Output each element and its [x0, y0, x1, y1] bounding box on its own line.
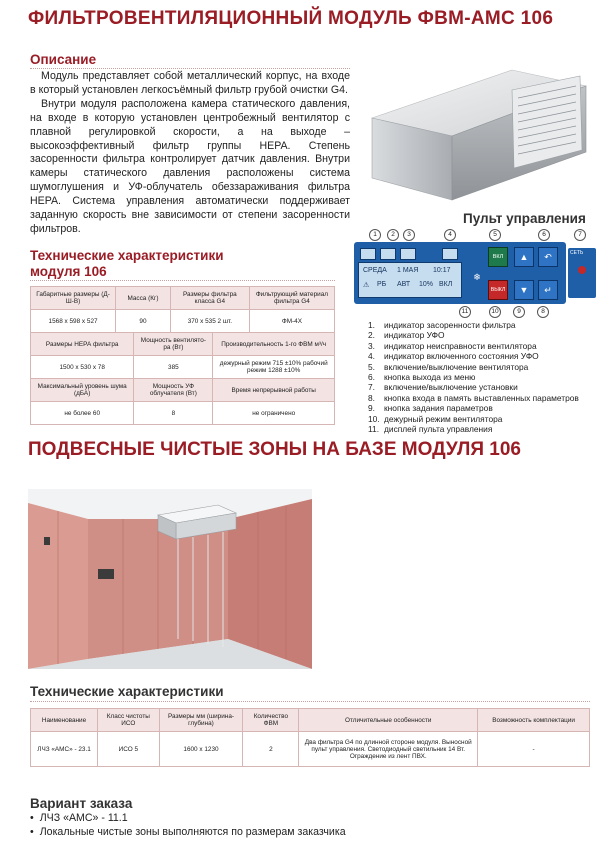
specs1-table-a [30, 286, 335, 333]
standby-icon[interactable]: ❄ [473, 272, 481, 282]
uv-indicator-icon [380, 248, 396, 260]
specs1-table-b [30, 332, 335, 379]
net-block [568, 248, 596, 298]
table-header: Класс чистоты ИСО [98, 709, 159, 732]
table-cell: 1500 х 530 х 78 [31, 356, 134, 379]
net-indicator-icon [578, 266, 586, 274]
specs1-heading: Технические характеристики модуля 106 [30, 248, 224, 279]
legend-item: 8. кнопка входа в память выставленных параметров [368, 392, 579, 403]
control-panel-heading: Пульт управления [463, 211, 586, 226]
callout-marker: 10 [489, 306, 501, 318]
callout-marker: 4 [444, 229, 456, 241]
order-list [30, 812, 346, 839]
enter-button[interactable]: ↵ [538, 280, 558, 300]
up-arrow-button[interactable]: ▲ [514, 247, 534, 267]
table-cell: 8 [134, 402, 213, 425]
callout-marker: 3 [403, 229, 415, 241]
table-cell: дежурный режим 715 ±10% рабочий режим 1288 ±10% [213, 356, 335, 379]
table-header: Размеры фильтра класса G4 [170, 287, 249, 310]
table-cell: 1600 х 1230 [159, 732, 243, 767]
filter-indicator-icon [360, 248, 376, 260]
table-cell: ИСО 5 [98, 732, 159, 767]
divider [30, 701, 590, 702]
specs1-table-c [30, 378, 335, 425]
list-item: • ЛЧЗ «АМС» - 11.1 [30, 812, 346, 826]
table-header: Мощность вентилято-ра (Вт) [134, 333, 213, 356]
table-cell: 90 [116, 310, 171, 333]
divider [30, 68, 350, 69]
panel-display [358, 262, 462, 298]
table-cell: 2 [243, 732, 299, 767]
down-arrow-button[interactable]: ▼ [514, 280, 534, 300]
table-cell: 370 х 535 2 шт. [170, 310, 249, 333]
table-cell: 1568 х 598 х 527 [31, 310, 116, 333]
specs2-table [30, 708, 590, 767]
clean-room-illustration [28, 489, 312, 669]
page-title: ФИЛЬТРОВЕНТИЛЯЦИОННЫЙ МОДУЛЬ ФВМ-АМС 106 [28, 8, 554, 29]
list-item: • Локальные чистые зоны выполняются по размерам заказчика [30, 826, 346, 840]
description-paragraph: Модуль представляет собой металлический корпус, на входе в который установлен легкосъёмный фильтр грубой очистки G4. [30, 70, 350, 96]
legend-item: 11. дисплей пульта управления [368, 424, 493, 435]
table-header: Размеры НЕРА фильтра [31, 333, 134, 356]
net-label: СЕТЬ [570, 250, 584, 256]
specs2-heading: Технические характеристики [30, 684, 224, 699]
legend-item: 2. индикатор УФО [368, 330, 445, 341]
legend-item: 1. индикатор засоренности фильтра [368, 320, 516, 330]
display-state: ВКЛ [439, 281, 453, 288]
table-cell: 385 [134, 356, 213, 379]
legend-item: 3. индикатор неисправности вентилятора [368, 340, 537, 351]
control-panel [352, 226, 598, 318]
description-paragraph: Внутри модуля расположена камера статического давления, на входе в которую установлен центробежный вентилятор с плавной регулировкой скорости, а на выходе – высокоэффективный фильтр группы HEPA. Степень засоренности фильтра контролирует датчик давления. Внутри камеры статического давления расположены система шумоглушения и УФ-облучатель обеззараживания фильтра HEPA. Система управления автоматически поддерживает заданную скорость вне зависимости от степени засоренности фильтров. [30, 97, 350, 235]
table-header: Масса (Кг) [116, 287, 171, 310]
table-cell: не ограничено [213, 402, 335, 425]
legend-item: 9. кнопка задания параметров [368, 403, 493, 414]
display-day: СРЕДА [363, 267, 387, 274]
legend-item: 7. включение/выключение установки [368, 382, 518, 393]
on-button[interactable]: ВКЛ [488, 247, 508, 267]
table-header: Количество ФВМ [243, 709, 299, 732]
callout-marker: 7 [574, 229, 586, 241]
callout-marker: 8 [537, 306, 549, 318]
table-cell: ЛЧЗ «АМС» - 23.1 [31, 732, 98, 767]
divider [30, 280, 335, 281]
panel-legend [368, 320, 579, 434]
fan-fault-indicator-icon [400, 248, 416, 260]
table-header: Производительность 1-го ФВМ м³/ч [213, 333, 335, 356]
callout-marker: 11 [459, 306, 471, 318]
display-auto: АВТ [397, 281, 411, 288]
display-warning-icon: ⚠ [363, 282, 370, 289]
table-cell: - [478, 732, 590, 767]
display-time: 10:17 [433, 267, 451, 274]
exit-menu-button[interactable]: ↶ [538, 247, 558, 267]
table-cell: не более 60 [31, 402, 134, 425]
legend-item: 4. индикатор включенного состояния УФО [368, 351, 539, 362]
legend-item: 10. дежурный режим вентилятора [368, 413, 503, 424]
callout-marker: 9 [513, 306, 525, 318]
callout-marker: 6 [538, 229, 550, 241]
table-header: Размеры мм (ширина-глубина) [159, 709, 243, 732]
callout-marker: 2 [387, 229, 399, 241]
callout-marker: 5 [489, 229, 501, 241]
table-cell: ФМ-4Х [249, 310, 334, 333]
table-header: Время непрерывной работы [213, 379, 335, 402]
module-illustration [362, 50, 592, 205]
table-header: Наименование [31, 709, 98, 732]
uv-on-indicator-icon [442, 248, 458, 260]
table-header: Максимальный уровень шума (дБА) [31, 379, 134, 402]
table-cell: Два фильтра G4 по длинной стороне модуля. Выносной пульт управления. Светодиодный светильник 14 Вт. Ограждение из лент ПВХ. [299, 732, 478, 767]
display-speed: 10% [419, 281, 434, 288]
section2-heading: ПОДВЕСНЫЕ ЧИСТЫЕ ЗОНЫ НА БАЗЕ МОДУЛЯ 106 [28, 439, 521, 460]
table-header: Габаритные размеры (Д-Ш-В) [31, 287, 116, 310]
panel-body [354, 242, 566, 304]
table-header: Мощность УФ облучателя (Вт) [134, 379, 213, 402]
description-heading: Описание [30, 52, 97, 67]
legend-item: 5. включение/выключение вентилятора [368, 361, 529, 372]
off-button[interactable]: ВЫКЛ [488, 280, 508, 300]
table-header: Фильтрующий материал фильтра G4 [249, 287, 334, 310]
order-heading: Вариант заказа [30, 796, 133, 811]
callout-marker: 1 [369, 229, 381, 241]
display-date: 1 МАЯ [397, 267, 419, 274]
display-mode: РБ [377, 281, 387, 288]
legend-item: 6. кнопка выхода из меню [368, 372, 476, 383]
table-header: Возможность комплектации [478, 709, 590, 732]
table-header: Отличительные особенности [299, 709, 478, 732]
description-text [30, 70, 350, 237]
